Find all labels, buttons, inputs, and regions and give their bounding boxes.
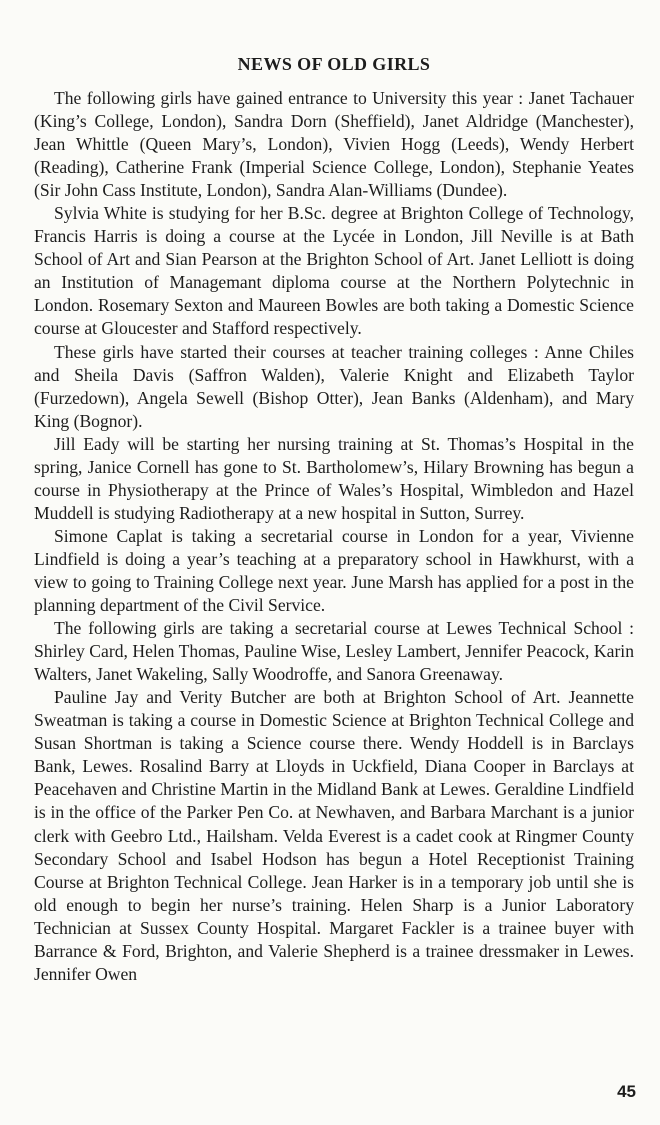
paragraph-nursing: Jill Eady will be starting her nursing training at St. Thomas’s Hospital in the spring, Janice Cornell has gone to St. Bartholomew’s, Hilary Browning has begun a course in Physiotherapy at the Prince of Wales’s Hospital, Wimbledon and Hazel Muddell is studying Radiotherapy at a new hospital in Sutton, Surrey. — [34, 433, 634, 523]
paragraph-employment: Pauline Jay and Verity Butcher are both at Brighton School of Art. Jeannette Sweatman is taking a course in Domestic Science at Brighton Technical College and Susan Shortman is taking a Science course there. Wendy Hoddell is in Barclays Bank, Lewes. Rosalind Barry at Lloyds in Uckfield, Diana Cooper in Barclays at Peacehaven and Christine Martin in the Midland Bank at Lewes. Geraldine Lindfield is in the office of the Parker Pen Co. at Newhaven, and Barbara Marchant is a junior clerk with Geebro Ltd., Hailsham. Velda Everest is a cadet cook at Ringmer County Secondary School and Isabel Hodson has begun a Hotel Receptionist Training Course at Brighton Technical College. Jean Harker is in a temporary job until she is old enough to begin her nurse’s training. Helen Sharp is a Junior Laboratory Technician at Sussex County Hospital. Margaret Fackler is a trainee buyer with Barrance & Ford, Brighton, and Valerie Shepherd is a trainee dressmaker in Lewes. Jennifer Owen — [34, 687, 634, 984]
page-number: 45 — [617, 1082, 636, 1101]
page-title: NEWS OF OLD GIRLS — [237, 54, 431, 74]
page-content — [34, 54, 634, 986]
paragraph-further-study: Sylvia White is studying for her B.Sc. degree at Brighton College of Technology, Francis Harris is doing a course at the Lycée in London, Jill Neville is at Bath School of Art and Sian Pearson at the Brighton School of Art. Janet Lelliott is doing an Institution of Managemant diploma course at the Northern Polytechnic in London. Rosemary Sexton and Maureen Bowles are both taking a Domestic Science course at Gloucester and Stafford respectively. — [34, 203, 634, 339]
paragraph-university: The following girls have gained entrance to University this year : Janet Tachauer (King’s College, London), Sandra Dorn (Sheffield), Janet Aldridge (Manchester), Jean Whittle (Queen Mary’s, London), Vivien Hogg (Leeds), Wendy Herbert (Reading), Catherine Frank (Imperial Science College, London), Stephanie Yeates (Sir John Cass Institute, London), Sandra Alan-Williams (Dundee). — [34, 88, 634, 201]
paragraph-secretarial-lewes: The following girls are taking a secretarial course at Lewes Technical School : Shirley Card, Helen Thomas, Pauline Wise, Lesley Lambert, Jennifer Peacock, Karin Walters, Janet Wakeling, Sally Woodroffe, and Sanora Greenaway. — [34, 618, 634, 685]
paragraph-secretarial-london: Simone Caplat is taking a secretarial course in London for a year, Vivienne Lindfield is doing a year’s teaching at a preparatory school in Hawkhurst, with a view to going to Training College next year. June Marsh has applied for a post in the planning department of the Civil Service. — [34, 525, 634, 616]
paragraph-teacher-training: These girls have started their courses at teacher training colleges : Anne Chiles and Sheila Davis (Saffron Walden), Valerie Knight and Elizabeth Taylor (Furzedown), Angela Sewell (Bishop Otter), Jean Banks (Aldenham), and Mary King (Bognor). — [34, 341, 634, 431]
